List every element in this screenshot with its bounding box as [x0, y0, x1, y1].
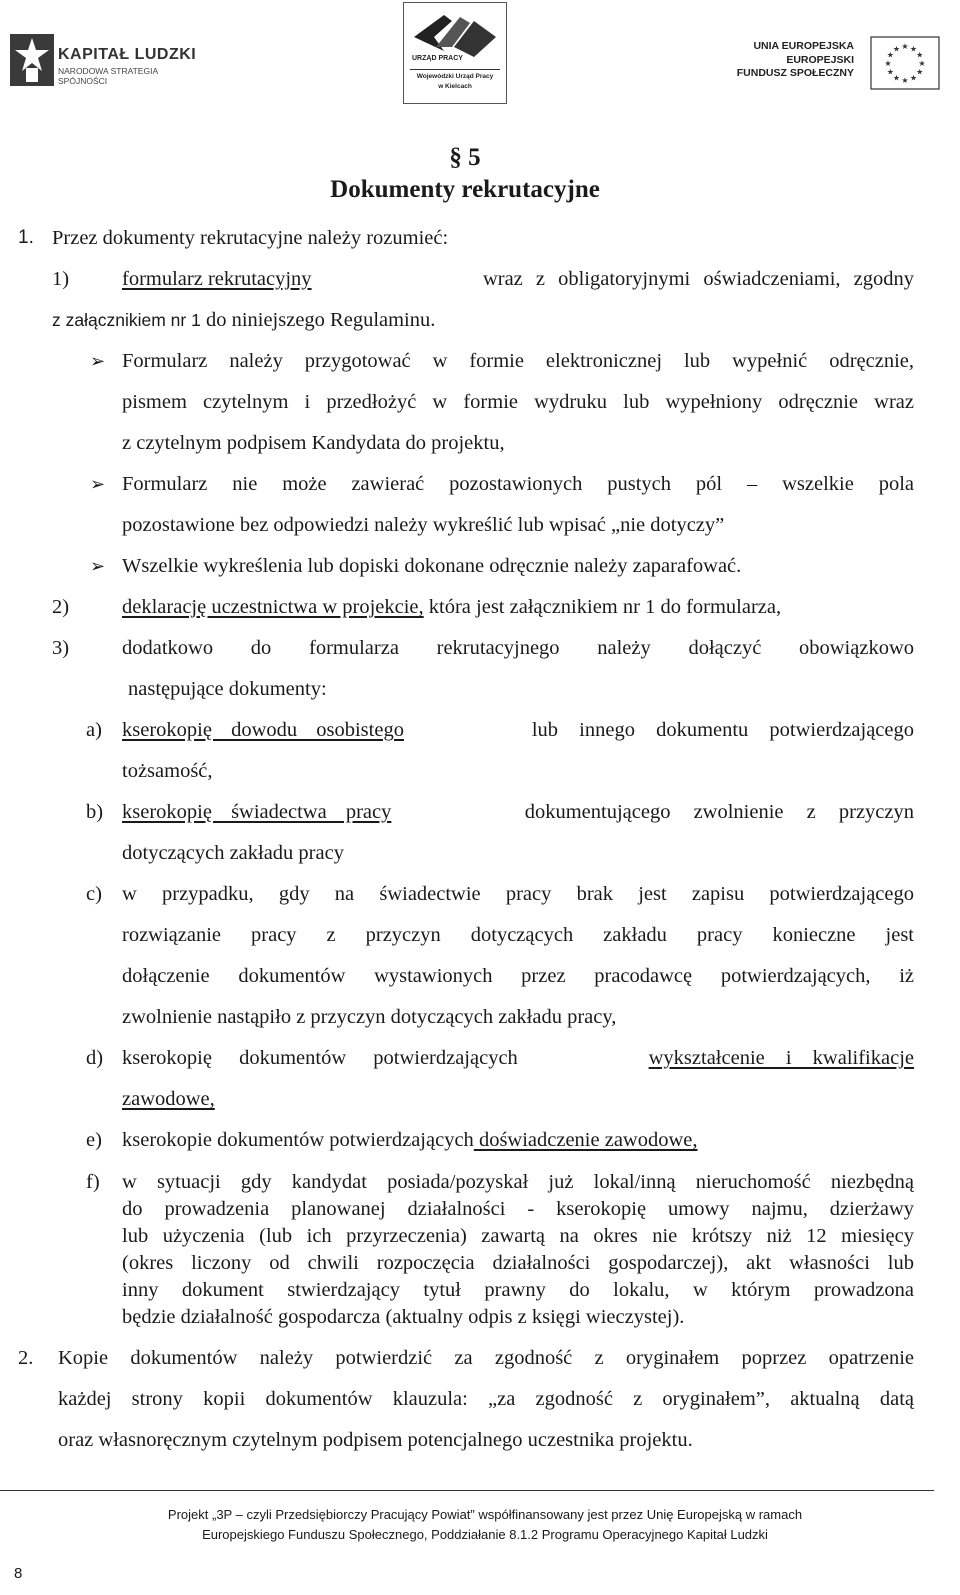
- item-e-underlined: doświadczenie zawodowe,: [473, 1129, 698, 1151]
- section-title: Dokumenty rekrutacyjne: [330, 176, 600, 203]
- eu-flag-icon: [870, 36, 940, 90]
- footer-line2: Europejskiego Funduszu Społecznego, Poddziałanie 8.1.2 Programu Operacyjnego Kapitał Ludzki: [202, 1527, 768, 1542]
- item-2-number: 2): [52, 596, 70, 618]
- eu-star-icon: ★: [918, 59, 926, 68]
- paragraph-2-line1: Kopie dokumentów należy potwierdzić za zgodność z oryginałem poprzez opatrzenie: [58, 1347, 914, 1369]
- item-d-text: kserokopię dokumentów potwierdzających: [122, 1047, 518, 1069]
- item-a-rest: lub innego dokumentu potwierdzającego: [531, 719, 914, 741]
- section-number: § 5: [449, 144, 481, 171]
- item-f-line3: lub użyczenia (lub ich przyrzeczenia) zawartą na okres nie krótszy niż 12 miesięcy: [122, 1225, 914, 1247]
- item-f-line5: inny dokument stwierdzający tytuł prawny do lokalu, w którym prowadzona: [122, 1279, 914, 1301]
- bullet-1-line1: Formularz należy przygotować w formie elektronicznej lub wypełnić odręcznie,: [122, 350, 914, 372]
- item-1-line2: [52, 308, 435, 332]
- footer-divider: [0, 1490, 934, 1491]
- urzad-pracy-logo: [403, 2, 507, 104]
- eu-star-icon: ★: [886, 50, 894, 60]
- bullet-2-line2: pozostawione bez odpowiedzi należy wykreślić lub wpisać „nie dotyczy”: [122, 514, 725, 536]
- item-c-letter: c): [86, 883, 102, 905]
- eu-logo-line1: UNIA EUROPEJSKA: [753, 40, 854, 52]
- item-2-rest: która jest załącznikiem nr 1 do formularza,: [423, 596, 782, 618]
- eu-efs-logo: [736, 36, 948, 90]
- paragraph-1-intro: Przez dokumenty rekrutacyjne należy rozumieć:: [52, 227, 449, 249]
- item-a-line1: [122, 718, 914, 742]
- item-e-text: kserokopie dokumentów potwierdzających: [122, 1129, 474, 1151]
- bullet-2-line1: Formularz nie może zawierać pozostawionych pustych pól – wszelkie pola: [122, 473, 914, 495]
- item-1-rest: wraz z obligatoryjnymi oświadczeniami, zgodny: [482, 268, 914, 290]
- kapital-ludzki-subtitle: NARODOWA STRATEGIA SPÓJNOŚCI: [58, 66, 158, 86]
- bullet-1-line3: z czytelnym podpisem Kandydata do projektu,: [122, 432, 505, 454]
- item-d-letter: d): [86, 1047, 104, 1069]
- kapital-ludzki-emblem-icon: [6, 28, 58, 90]
- kapital-ludzki-logo: [6, 28, 206, 92]
- item-f-line1: w sytuacji gdy kandydat posiada/pozyskał już lokal/inną nieruchomość niezbędną: [122, 1171, 914, 1193]
- paragraph-2-line2: każdej strony kopii dokumentów klauzula: „za zgodność z oryginałem”, aktualną datą: [58, 1388, 914, 1410]
- item-3-line2: następujące dokumenty:: [128, 678, 327, 700]
- item-f-line6: będzie działalność gospodarcza (aktualny odpis z księgi wieczystej).: [122, 1306, 685, 1328]
- urzad-pracy-label: URZĄD PRACY: [412, 55, 463, 62]
- item-d-line1: [122, 1046, 914, 1070]
- eu-star-icon: ★: [901, 42, 909, 51]
- kapital-ludzki-title: KAPITAŁ LUDZKI: [58, 46, 197, 63]
- paragraph-2-line3: oraz własnoręcznym czytelnym podpisem potencjalnego uczestnika projektu.: [58, 1429, 693, 1451]
- item-f-line2: do prowadzenia planowanej działalności - kserokopię umowy najmu, dzierżawy: [122, 1198, 914, 1220]
- item-b-line1: [122, 800, 914, 824]
- item-3-number: 3): [52, 637, 70, 659]
- bullet-1-line2: pismem czytelnym i przedłożyć w formie wydruku lub wypełniony odręcznie wraz: [122, 391, 914, 413]
- page-number: 8: [14, 1565, 23, 1582]
- item-b-underlined: kserokopię świadectwa pracy: [122, 801, 392, 823]
- paragraph-2-number: 2.: [18, 1347, 34, 1369]
- item-1-line1: [122, 267, 914, 291]
- eu-star-icon: ★: [909, 73, 918, 83]
- eu-star-icon: ★: [909, 44, 918, 54]
- bullet-arrow-icon: ➢: [90, 474, 106, 494]
- item-1-number: 1): [52, 268, 70, 290]
- item-1-underlined: formularz rekrutacyjny: [122, 268, 312, 290]
- eu-star-icon: ★: [892, 73, 901, 83]
- item-b-line2: dotyczących zakładu pracy: [122, 842, 344, 864]
- eu-star-icon: ★: [916, 50, 924, 60]
- item-a-underlined: kserokopię dowodu osobistego: [122, 719, 404, 741]
- item-f-letter: f): [86, 1171, 100, 1193]
- item-c-line2: rozwiązanie pracy z przyczyn dotyczących zakładu pracy konieczne jest: [122, 924, 914, 946]
- urzad-pracy-caption-1: Wojewódzki Urząd Pracy: [416, 73, 494, 80]
- eu-star-icon: ★: [916, 67, 924, 77]
- item-c-line4: zwolnienie nastąpiło z przyczyn dotyczących zakładu pracy,: [122, 1006, 617, 1028]
- bullet-arrow-icon: ➢: [90, 556, 106, 576]
- footer-line1: Projekt „3P – czyli Przedsiębiorczy Pracujący Powiat” współfinansowany jest przez Unię Europejską w ramach: [167, 1507, 803, 1522]
- eu-star-icon: ★: [886, 67, 894, 77]
- eu-star-icon: ★: [892, 44, 901, 54]
- item-2-line1: [122, 595, 781, 619]
- bullet-3-line1: Wszelkie wykreślenia lub dopiski dokonane odręcznie należy zaparafować.: [122, 555, 742, 577]
- item-c-line1: w przypadku, gdy na świadectwie pracy brak jest zapisu potwierdzającego: [122, 883, 914, 905]
- paragraph-1-number: 1.: [18, 227, 34, 248]
- item-a-letter: a): [86, 719, 102, 741]
- item-e-letter: e): [86, 1129, 102, 1151]
- eu-star-icon: ★: [901, 76, 909, 85]
- eu-logo-line3: FUNDUSZ SPOŁECZNY: [736, 67, 854, 79]
- item-3-line1: dodatkowo do formularza rekrutacyjnego należy dołączyć obowiązkowo: [122, 637, 914, 659]
- bullet-arrow-icon: ➢: [90, 351, 106, 371]
- urzad-pracy-caption-2: w Kielcach: [438, 83, 472, 90]
- item-c-line3: dołączenie dokumentów wystawionych przez pracodawcę potwierdzających, iż: [122, 965, 914, 987]
- item-a-line2: tożsamość,: [122, 760, 213, 782]
- item-f-line4: (okres liczony od chwili rozpoczęcia działalności gospodarczej), akt własności lub: [122, 1252, 914, 1274]
- item-2-underlined: deklarację uczestnictwa w projekcie,: [122, 596, 424, 618]
- item-1-regulamin: do niniejszego Regulaminu.: [200, 309, 436, 331]
- item-b-rest: dokumentującego zwolnienie z przyczyn: [524, 801, 914, 823]
- eu-logo-line2: EUROPEJSKI: [786, 54, 854, 66]
- item-d-underlined: wykształcenie i kwalifikacje: [648, 1047, 914, 1069]
- item-b-letter: b): [86, 801, 104, 823]
- item-e-line1: [122, 1128, 698, 1152]
- eu-star-icon: ★: [884, 59, 892, 68]
- item-1-attachment: z załącznikiem nr 1: [52, 310, 201, 330]
- item-d-line2: zawodowe,: [122, 1088, 215, 1110]
